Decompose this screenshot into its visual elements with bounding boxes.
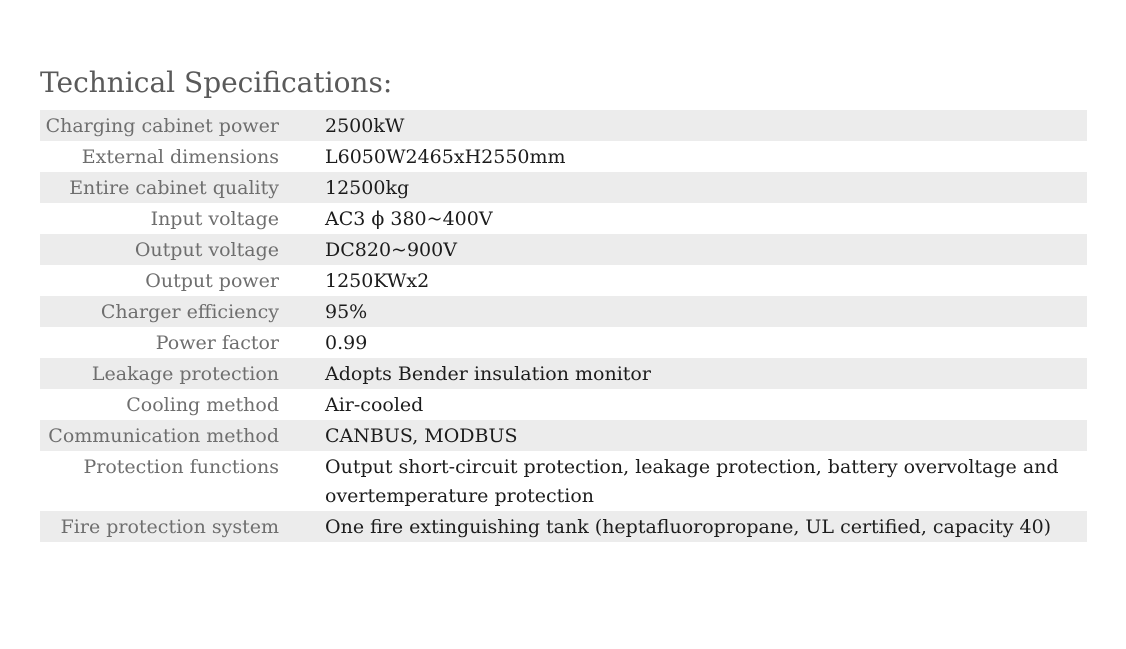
table-row [40, 141, 1087, 172]
spec-value: Air-cooled [325, 394, 424, 416]
spec-label: Communication method [40, 420, 325, 451]
table-row [40, 172, 1087, 203]
spec-label: Input voltage [150, 208, 279, 230]
table-row [40, 451, 1087, 511]
spec-value: DC820~900V [325, 234, 1087, 265]
spec-label: Leakage protection [40, 358, 325, 389]
table-row [40, 358, 1087, 389]
table-row [40, 110, 1087, 141]
spec-label: Power factor [155, 332, 279, 354]
table-row [40, 511, 1087, 542]
spec-value: 0.99 [325, 332, 368, 354]
table-row [40, 296, 1087, 327]
spec-value: 2500kW [325, 110, 1087, 141]
spec-value: Adopts Bender insulation monitor [325, 358, 1087, 389]
spec-label: Charging cabinet power [40, 110, 325, 141]
spec-label: Cooling method [126, 394, 279, 416]
spec-label: Charger efficiency [40, 296, 325, 327]
spec-value: 12500kg [325, 172, 1087, 203]
spec-value: AC3 ϕ 380~400V [325, 208, 493, 230]
spec-value: One fire extinguishing tank (heptafluoropropane, UL certified, capacity 40) [325, 511, 1087, 542]
table-row [40, 389, 1087, 420]
spec-label: External dimensions [81, 146, 279, 168]
spec-label: Entire cabinet quality [40, 172, 325, 203]
page-title: Technical Specifications: [40, 66, 393, 99]
table-row [40, 265, 1087, 296]
spec-label: Output voltage [40, 234, 325, 265]
spec-value: CANBUS, MODBUS [325, 420, 1087, 451]
table-row [40, 327, 1087, 358]
spec-label: Fire protection system [40, 511, 325, 542]
table-row [40, 203, 1087, 234]
spec-value: 1250KWx2 [325, 270, 430, 292]
table-row [40, 234, 1087, 265]
spec-label: Protection functions [83, 456, 279, 478]
spec-value: 95% [325, 296, 1087, 327]
spec-table [40, 110, 1087, 542]
table-row [40, 420, 1087, 451]
spec-value: Output short-circuit protection, leakage protection, battery overvoltage and overtemperature protection [325, 456, 1059, 507]
spec-value: L6050W2465xH2550mm [325, 146, 566, 168]
spec-label: Output power [145, 270, 279, 292]
